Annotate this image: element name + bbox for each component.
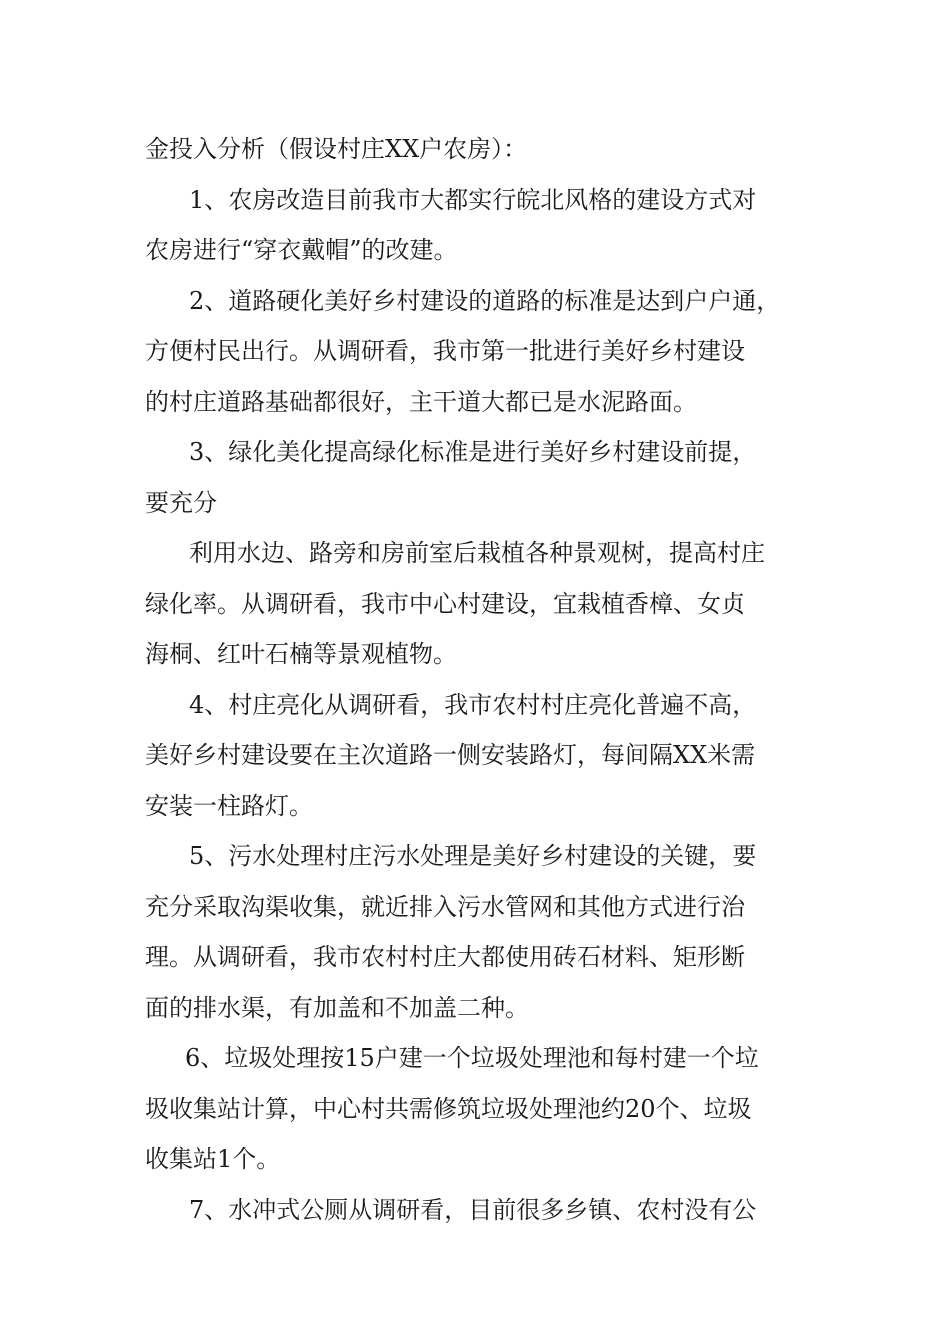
paragraph-5-start: 5、污水处理村庄污水处理是美好乡村建设的关键，要 — [189, 842, 757, 870]
text-line: 的村庄道路基础都很好，主干道大都已是水泥路面。 — [145, 387, 697, 416]
paragraph-2-start: 2、道路硬化美好乡村建设的道路的标准是达到户户通， — [189, 286, 781, 315]
text-line: 理。从调研看，我市农村村庄大都使用砖石材料、矩形断 — [145, 943, 745, 971]
paragraph-3b-start: 利用水边、路旁和房前室后栽植各种景观树，提高村庄 — [189, 539, 765, 567]
text-line: 海桐、红叶石楠等景观植物。 — [145, 640, 457, 668]
text-line: 要充分 — [145, 488, 217, 517]
text-line: 充分采取沟渠收集，就近排入污水管网和其他方式进行治 — [145, 892, 745, 921]
paragraph-7-start: 7、水冲式公厕从调研看，目前很多乡镇、农村没有公 — [189, 1195, 757, 1224]
paragraph-1-start: 1、农房改造目前我市大都实行皖北风格的建设方式对 — [189, 185, 757, 214]
text-line: 收集站1个。 — [145, 1145, 281, 1173]
text-line: 美好乡村建设要在主次道路一侧安装路灯，每间隔XX米需 — [145, 741, 756, 769]
text-line: 圾收集站计算，中心村共需修筑垃圾处理池约20个、垃圾 — [145, 1094, 752, 1123]
paragraph-6-start: 6、垃圾处理按15户建一个垃圾处理池和每村建一个垃 — [185, 1044, 759, 1072]
text-line: 金投入分析（假设村庄XX户农房）： — [145, 135, 528, 163]
text-line: 农房进行“穿衣戴帽”的改建。 — [145, 236, 458, 264]
text-line: 安装一柱路灯。 — [145, 791, 313, 820]
text-line: 面的排水渠，有加盖和不加盖二种。 — [145, 993, 529, 1022]
paragraph-4-start: 4、村庄亮化从调研看，我市农村村庄亮化普遍不高， — [189, 690, 757, 719]
document-body — [145, 124, 815, 1235]
text-line: 绿化率。从调研看，我市中心村建设，宜栽植香樟、女贞 — [145, 589, 745, 618]
text-line: 方便村民出行。从调研看，我市第一批进行美好乡村建设 — [145, 337, 745, 365]
paragraph-3-start: 3、绿化美化提高绿化标准是进行美好乡村建设前提， — [189, 438, 757, 466]
